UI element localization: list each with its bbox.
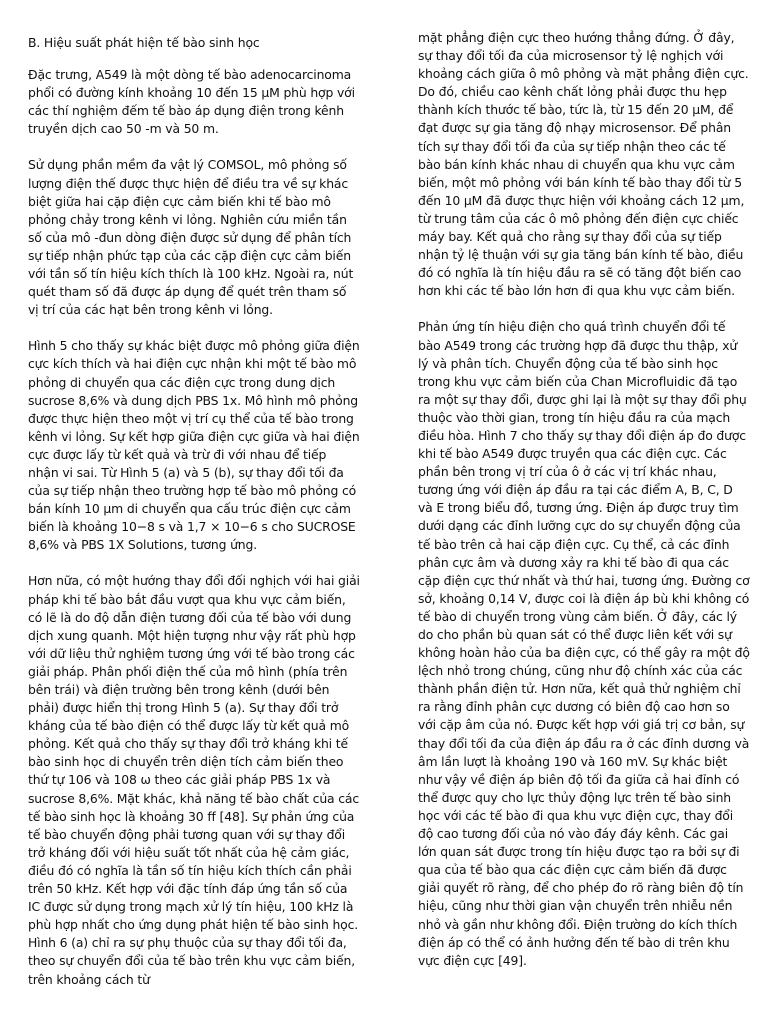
paragraph-signal-response: Phản ứng tín hiệu điện cho quá trình chuyển đổi tế bào A549 trong các trường hợp đã được thu thập, xử lý và phân tích. Chuyển động của tế bào sinh học trong khu vực cảm biến của Chan Microfluidic đã tạo ra một sự thay đổi, được ghi lại là một sự thay đổi phụ thuộc vào thời gian, trong tín hiệu đầu ra của mạch điều hòa. Hình 7 cho thấy sự thay đổi điện áp đo được khi tế bào A549 được truyền qua các điện cực. Các phần bên trong vị trí của ô ở các vị trí khác nhau, tương ứng với điện áp đầu ra tại các điểm A, B, C, D và E trong biểu đồ, tương ứng. Điện áp được truy tìm dưới dạng các đỉnh lưỡng cực do sự chuyển động của tế bào trên cả hai cặp điện cực. Cụ thể, cả các đỉnh phân cực âm và dương xảy ra khi tế bào đi qua các cặp điện cực thứ nhất và thứ hai, tương ứng. Đường cơ sở, khoảng 0,14 V, được coi là điện áp bù khi không có tế bào di chuyển trong vùng cảm biến. Ở đây, các lý do cho phần bù quan sát có thể được liên kết với sự không hoàn hảo của ba điện cực, có thể gây ra một độ lệch nhỏ trong chúng, cũng như độ chính xác của các thành phần điện tử. Hơn nữa, kết quả thử nghiệm chỉ ra rằng đỉnh phân cực dương có biên độ cao hơn so với cặp âm của nó. Được kết hợp với giá trị cơ bản, sự thay đổi tối đa của điện áp đầu ra ở các đỉnh dương và âm lần lượt là khoảng 190 và 160 mV. Sự khác biệt như vậy về điện áp biên độ tối đa giữa cả hai đỉnh có thể được quy cho lực thủy động lực trên tế bào sinh học với các tế bào đi qua khu vực điện cực, thay đổi độ cao tương đối của nó vào đáy đáy kênh. Các gai lớn quan sát được trong tín hiệu được tạo ra bởi sự đi qua của tế bào qua các điện cực cảm biến đã được giải quyết rõ ràng, để cho phép đo rõ ràng biên độ tín hiệu, cũng như thời gian vận chuyển trên nhiễu nền nhỏ và gần như không đổi. Điện trường do kích thích điện áp có thể có ảnh hưởng đến tế bào di trên khu vực điện cực [49]. [418,319,750,968]
paragraph-impedance-change: Hơn nữa, có một hướng thay đổi đối nghịch với hai giải pháp khi tế bào bắt đầu vượt qua khu vực cảm biến, có lẽ là do độ dẫn điện tương đối của tế bào với dung dịch xung quanh. Một hiện tượng như vậy rất phù hợp với dữ liệu thử nghiệm tương ứng với tế bào trong các giải pháp. Phân phối điện thế của mô hình (phía trên bên trái) và điện trường bên trong kênh (dưới bên phải) được hiển thị trong Hình 5 (a). Sự thay đổi trở kháng của tế bào điện có thể được lấy từ kết quả mô phỏng. Kết quả cho thấy sự thay đổi trở kháng khi tế bào sinh học di chuyển trên diện tích cảm biến theo thứ tự 106 và 108 ω theo các giải pháp PBS 1x và sucrose 8,6%. Mặt khác, khả năng tế bào chất của các tế bào sinh học là khoảng 30 ff [48]. Sự phản ứng của tế bào chuyển động phải tương quan với sự thay đổi trở kháng đối với hiệu suất tốt nhất của hệ cảm giác, điều đó có nghĩa là tần số tín hiệu kích thích cần phải trên 50 kHz. Kết hợp với đặc tính đáp ứng tần số của IC được sử dụng trong mạch xử lý tín hiệu, 100 kHz là phù hợp nhất cho ứng dụng phát hiện tế bào sinh học. Hình 6 (a) chỉ ra sự phụ thuộc của sự thay đổi tối đa, theo sự chuyển đổi của tế bào trên khu vực cảm biến, trên khoảng cách từ [28,573,360,987]
right-column [418,29,750,988]
paragraph-electrode-distance: mặt phẳng điện cực theo hướng thẳng đứng. Ở đây, sự thay đổi tối đa của microsensor tỷ lệ nghịch với khoảng cách giữa ô mô phỏng và mặt phẳng điện cực. Do đó, chiều cao kênh chất lỏng phải được thu hẹp thành kích thước tế bào, tức là, từ 15 đến 20 µM, để đạt được sự gia tăng độ nhạy microsensor. Để phân tích sự thay đổi tối đa của sự tiếp nhận theo các tế bào bán kính khác nhau di chuyển qua khu vực cảm biến, một mô phỏng với bán kính tế bào thay đổi từ 5 đến 10 µM đã được thực hiện với khoảng cách 12 µm, từ trung tâm của các ô mô phỏng đến điện cực chiếc máy bay. Kết quả cho rằng sự thay đổi của sự tiếp nhận tỷ lệ thuận với sự gia tăng bán kính tế bào, điều đó có nghĩa là tín hiệu đầu ra sẽ có tăng đột biến cao hơn khi các tế bào lớn hơn đi qua khu vực cảm biến. [418,30,749,299]
left-column [28,29,360,1007]
paragraph-cell-description: Đặc trưng, A549 là một dòng tế bào adenocarcinoma phổi có đường kính khoảng 10 đến 15 µM phù hợp với các thí nghiệm đếm tế bào áp dụng điện trong kênh truyền dịch cao 50 -m và 50 m. [28,67,355,137]
section-heading: B. Hiệu suất phát hiện tế bào sinh học [28,35,260,50]
paragraph-comsol-simulation: Sử dụng phần mềm đa vật lý COMSOL, mô phỏng số lượng điện thế được thực hiện để điều tra về sự khác biệt giữa hai cặp điện cực cảm biến khi tế bào mô phỏng chảy trong kênh vi lỏng. Nghiên cứu miền tần số của mô -đun dòng điện được sử dụng để phân tích sự tiếp nhận phức tạp của các cặp điện cực cảm biến với tần số tín hiệu kích thích là 100 kHz. Ngoài ra, nút quét tham số đã được áp dụng để quét trên tham số vị trí của các hạt bên trong kênh vi lỏng. [28,157,354,318]
paragraph-figure-5: Hình 5 cho thấy sự khác biệt được mô phỏng giữa điện cực kích thích và hai điện cực nhận khi một tế bào mô phỏng di chuyển qua các điện cực trong dung dịch sucrose 8,6% và dung dịch PBS 1x. Mô hình mô phỏng được thực hiện theo một vị trí cụ thể của tế bào trong kênh vi lỏng. Sự kết hợp giữa điện cực giữa và hai điện cực được lấy từ kết quả và trừ đi với nhau để tiếp nhận vi sai. Từ Hình 5 (a) và 5 (b), sự thay đổi tối đa của sự tiếp nhận theo trường hợp tế bào mô phỏng có bán kính 10 µm di chuyển qua cấu trúc điện cực cảm biến là khoảng 10−8 s và 1,7 × 10−6 s cho SUCROSE 8,6% và PBS 1X Solutions, tương ứng. [28,338,360,553]
